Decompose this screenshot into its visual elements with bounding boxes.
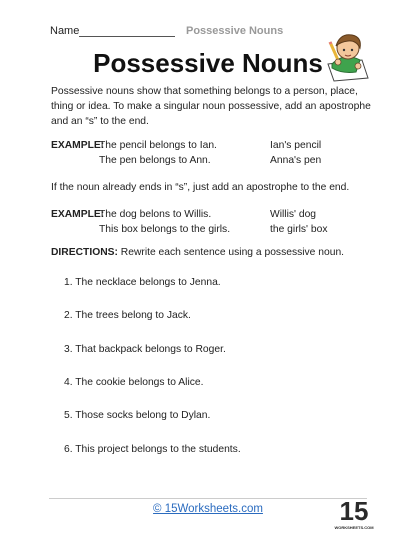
directions-label: DIRECTIONS: [51,247,118,258]
example1-sentence-1: The pencil belongs to Ian. [99,140,217,151]
example2-answer-1: Willis' dog [270,209,317,220]
footer-divider [49,498,367,499]
example1-sentence-2: The pen belongs to Ann. [99,155,211,166]
example1-label: EXAMPLE: [51,140,105,151]
example2-sentence-1: The dog belons to Willis. [99,209,212,220]
list-item: 1. The necklace belongs to Jenna. [64,277,221,288]
list-item: 2. The trees belong to Jack. [64,310,191,321]
example2-sentence-2: This box belongs to the girls. [99,224,231,235]
list-item: 6. This project belongs to the students. [64,444,241,455]
list-item: 5. Those socks belong to Dylan. [64,410,211,421]
example1-answer-1: Ian's pencil [270,140,322,151]
list-item: 3. That backpack belongs to Roger. [64,344,226,355]
example2-label: EXAMPLE: [51,209,105,220]
copyright-link[interactable]: © 15Worksheets.com [153,503,263,515]
example1-answer-2: Anna's pen [270,155,322,166]
directions-text: Rewrite each sentence using a possessive noun. [117,247,345,258]
logo-text: WORKSHEETS.COM [334,525,374,530]
header-topic: Possessive Nouns [186,25,284,37]
directions [51,245,381,260]
15worksheets-logo-icon [334,494,374,532]
name-line [79,36,175,37]
page-title: Possessive Nouns [93,48,323,78]
example2-answer-2: the girls' box [270,224,328,235]
logo-number: 15 [339,496,369,526]
list-item: 4. The cookie belongs to Alice. [64,377,204,388]
intro-paragraph: Possessive nouns show that something belongs to a person, place, thing or idea. To make a singular noun possessive, add an apostrophe and an “s” to the end. [51,86,371,127]
rule-paragraph: If the noun already ends in “s”, just add an apostrophe to the end. [51,182,350,193]
name-label: Name [50,25,80,37]
